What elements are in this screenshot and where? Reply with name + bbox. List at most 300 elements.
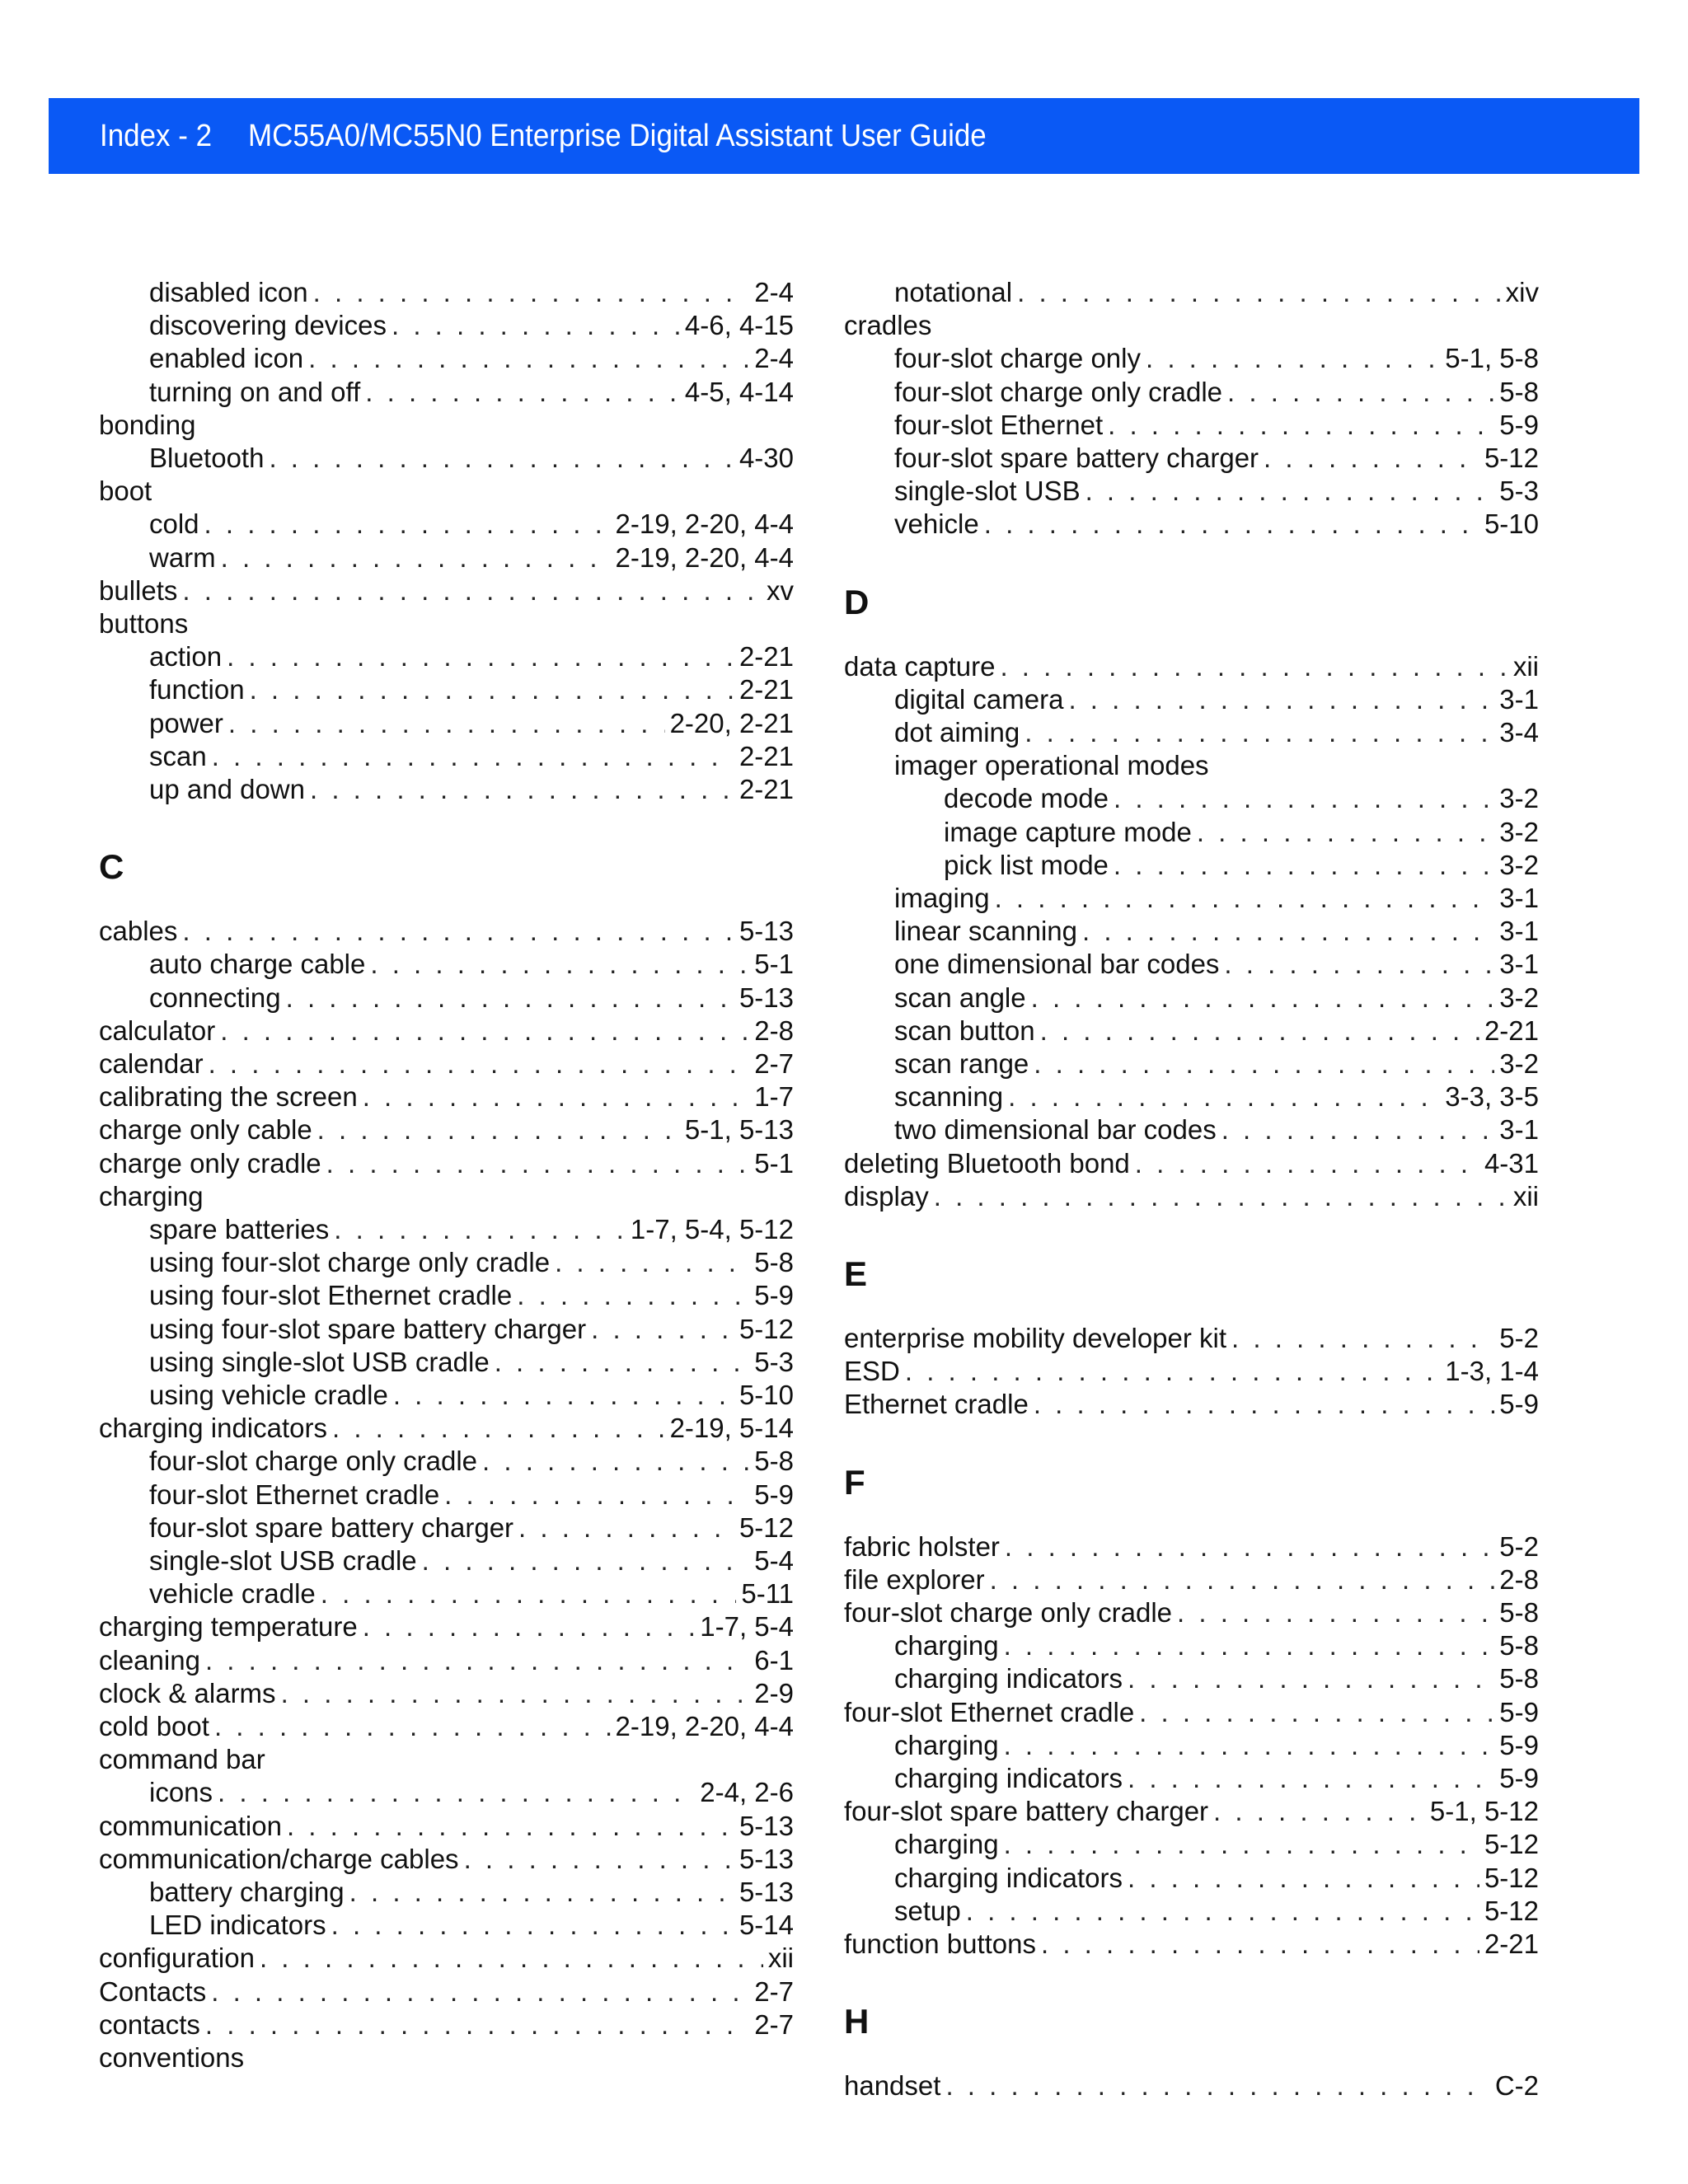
- page-reference[interactable]: 5-3: [1499, 476, 1539, 507]
- dot-leader: [205, 2008, 749, 2041]
- dot-leader: [591, 1313, 734, 1346]
- index-term: using four-slot charge only cradle: [149, 1247, 551, 1278]
- index-term: using vehicle cradle: [149, 1380, 388, 1410]
- dot-leader: [260, 1942, 763, 1975]
- page-reference[interactable]: 3-1: [1499, 683, 1539, 715]
- index-entry: [844, 442, 1539, 475]
- index-term: notational: [894, 277, 1013, 307]
- dot-leader: [227, 640, 734, 673]
- page-reference[interactable]: 5-13: [738, 1877, 794, 1907]
- dot-leader: [934, 1180, 1508, 1213]
- page-reference[interactable]: 5-9: [1499, 1696, 1539, 1727]
- index-term: four-slot charge only: [894, 343, 1141, 374]
- dot-leader: [444, 1479, 749, 1511]
- index-term: connecting: [149, 982, 281, 1013]
- index-entry: [844, 1596, 1539, 1629]
- index-term: charge only cable: [99, 1114, 312, 1146]
- page-reference[interactable]: 3-1: [1499, 916, 1539, 947]
- page-reference[interactable]: 5-1, 5-13: [684, 1114, 794, 1146]
- page-reference[interactable]: 5-14: [738, 1910, 794, 1941]
- index-term: pick list mode: [944, 849, 1109, 880]
- page-reference[interactable]: 5-9: [754, 1280, 794, 1311]
- dot-leader: [317, 1113, 680, 1146]
- page-reference[interactable]: 5-3: [754, 1346, 794, 1377]
- index-entry: [99, 1180, 794, 1213]
- dot-leader: [984, 508, 1479, 541]
- page-reference[interactable]: 4-31: [1484, 1147, 1539, 1179]
- index-entry: [844, 1180, 1539, 1213]
- page-reference[interactable]: 5-13: [738, 982, 794, 1013]
- page-reference[interactable]: 5-1, 5-8: [1445, 343, 1539, 374]
- index-term: two dimensional bar codes: [894, 1114, 1217, 1146]
- index-entry: [99, 607, 794, 640]
- dot-leader: [495, 1346, 750, 1379]
- page-reference[interactable]: 5-12: [1484, 1895, 1539, 1926]
- page-reference[interactable]: 3-3, 3-5: [1445, 1081, 1539, 1113]
- dot-leader: [1227, 376, 1494, 409]
- index-entry: [844, 683, 1539, 716]
- dot-leader: [1008, 1080, 1440, 1113]
- index-term: charging indicators: [894, 1663, 1123, 1694]
- page-reference[interactable]: 3-4: [1499, 717, 1539, 748]
- page-reference[interactable]: 1-7: [754, 1081, 794, 1113]
- dot-leader: [281, 1677, 750, 1710]
- page-reference[interactable]: 3-2: [1499, 783, 1539, 814]
- page-reference[interactable]: 5-12: [738, 1313, 794, 1344]
- index-term: disabled icon: [149, 277, 308, 307]
- index-term: spare batteries: [149, 1214, 330, 1244]
- dot-leader: [214, 1710, 611, 1743]
- page-reference[interactable]: xii: [1512, 650, 1539, 682]
- index-entry: [844, 342, 1539, 375]
- index-entry: [99, 1445, 794, 1478]
- index-term: four-slot charge only cradle: [149, 1446, 478, 1477]
- page-reference[interactable]: 5-8: [754, 1247, 794, 1278]
- page-reference[interactable]: xii: [767, 1943, 794, 1974]
- page-reference[interactable]: 5-2: [1499, 1323, 1539, 1353]
- page-reference[interactable]: 5-8: [754, 1446, 794, 1477]
- index-term: cradles: [844, 310, 932, 341]
- index-entry: [844, 982, 1539, 1015]
- index-term: scan button: [894, 1015, 1035, 1046]
- index-entry: [99, 948, 794, 981]
- index-entry: [844, 716, 1539, 749]
- index-term: four-slot spare battery charger: [149, 1511, 514, 1543]
- index-entry: [844, 475, 1539, 508]
- dot-leader: [517, 1279, 749, 1312]
- index-entry: [99, 1644, 794, 1677]
- index-term: turning on and off: [149, 376, 361, 407]
- page-reference[interactable]: 3-2: [1499, 816, 1539, 847]
- page-reference[interactable]: 5-11: [741, 1578, 794, 1610]
- index-term: battery charging: [149, 1877, 345, 1907]
- dot-leader: [392, 309, 680, 342]
- dot-leader: [1068, 683, 1494, 716]
- index-term: scan angle: [894, 982, 1026, 1013]
- document-title: MC55A0/MC55N0 Enterprise Digital Assistant User Guide: [247, 119, 987, 153]
- dot-leader: [212, 740, 734, 773]
- dot-leader: [995, 882, 1495, 915]
- index-term: communication: [99, 1810, 282, 1841]
- index-entry: [99, 1876, 794, 1909]
- page-reference[interactable]: 2-21: [738, 674, 794, 705]
- index-entry: [844, 1355, 1539, 1388]
- index-term: charge only cradle: [99, 1147, 321, 1179]
- index-term: icons: [149, 1777, 213, 1808]
- page-reference[interactable]: 5-12: [738, 1511, 794, 1543]
- index-term: imager operational modes: [894, 750, 1209, 781]
- page-reference[interactable]: 2-21: [1484, 1929, 1539, 1959]
- index-entry: [844, 849, 1539, 882]
- index-term: using single-slot USB cradle: [149, 1346, 490, 1377]
- index-term: scan range: [894, 1048, 1029, 1079]
- dot-leader: [1041, 1928, 1479, 1961]
- index-term: linear scanning: [894, 916, 1077, 947]
- page-reference[interactable]: 2-19, 2-20, 4-4: [615, 1711, 794, 1741]
- index-entry: [99, 1710, 794, 1743]
- index-term: fabric holster: [844, 1530, 1000, 1562]
- index-entry: [844, 276, 1539, 309]
- index-term: calibrating the screen: [99, 1081, 358, 1113]
- page-reference[interactable]: 5-9: [754, 1479, 794, 1510]
- page-reference[interactable]: 5-10: [1484, 509, 1539, 540]
- index-term: scanning: [894, 1081, 1004, 1113]
- page-reference[interactable]: 2-7: [754, 1048, 794, 1079]
- index-term: using four-slot Ethernet cradle: [149, 1280, 513, 1311]
- index-entry: [844, 1762, 1539, 1795]
- dot-leader: [182, 915, 734, 948]
- index-entry: [844, 1828, 1539, 1861]
- page-reference[interactable]: 2-7: [754, 2008, 794, 2040]
- index-entry: [844, 749, 1539, 782]
- section-letter-c: C: [99, 847, 124, 887]
- index-entry: [99, 541, 794, 574]
- index-term: image capture mode: [944, 816, 1192, 847]
- dot-leader: [286, 982, 734, 1015]
- page-reference[interactable]: 5-13: [738, 1843, 794, 1874]
- dot-leader: [211, 1975, 749, 2008]
- index-entry: [99, 1975, 794, 2008]
- dot-leader: [221, 541, 611, 574]
- index-entry: [99, 1015, 794, 1047]
- index-entry: [99, 1346, 794, 1379]
- index-term: single-slot USB: [894, 476, 1081, 507]
- page-reference[interactable]: 5-12: [1484, 443, 1539, 473]
- index-term: charging: [894, 1729, 999, 1760]
- dot-leader: [269, 442, 734, 475]
- index-entry: [844, 1563, 1539, 1596]
- dot-leader: [1128, 1762, 1494, 1795]
- page-reference[interactable]: 5-10: [738, 1380, 794, 1410]
- index-entry: [99, 442, 794, 475]
- index-entry: [99, 1677, 794, 1710]
- index-entry: [99, 1544, 794, 1577]
- index-entry: [844, 309, 1539, 342]
- dot-leader: [250, 673, 734, 706]
- index-entry: [844, 1862, 1539, 1895]
- page-reference[interactable]: 3-2: [1499, 982, 1539, 1013]
- index-term: handset: [844, 2070, 941, 2102]
- index-term: vehicle: [894, 509, 979, 540]
- index-entry: [99, 1113, 794, 1146]
- dot-leader: [209, 1047, 750, 1080]
- index-term: charging indicators: [894, 1763, 1123, 1793]
- page-reference[interactable]: 2-19, 2-20, 4-4: [615, 509, 794, 540]
- dot-leader: [555, 1246, 749, 1279]
- index-entry: [99, 1743, 794, 1776]
- page-reference[interactable]: 2-21: [738, 740, 794, 771]
- index-term: file explorer: [844, 1563, 985, 1595]
- page-reference[interactable]: 2-21: [738, 774, 794, 804]
- index-entry: [844, 1928, 1539, 1961]
- index-entry: [99, 508, 794, 541]
- page-reference[interactable]: 2-21: [1484, 1015, 1539, 1046]
- index-term: function buttons: [844, 1929, 1036, 1959]
- index-entry: [99, 1246, 794, 1279]
- dot-leader: [1085, 475, 1495, 508]
- dot-leader: [1146, 342, 1440, 375]
- page-reference[interactable]: 5-12: [1484, 1862, 1539, 1893]
- index-entry: [844, 1629, 1539, 1662]
- index-term: four-slot charge only cradle: [894, 376, 1223, 407]
- index-term: four-slot spare battery charger: [844, 1796, 1209, 1827]
- dot-leader: [370, 948, 749, 981]
- index-term: decode mode: [944, 783, 1109, 814]
- page-number-label: Index - 2: [100, 119, 213, 153]
- page-reference[interactable]: 5-13: [738, 916, 794, 947]
- page-reference[interactable]: xiv: [1505, 277, 1539, 307]
- dot-leader: [1025, 716, 1494, 749]
- page-reference[interactable]: 5-9: [1499, 1729, 1539, 1760]
- dot-leader: [1231, 1322, 1494, 1355]
- page-reference[interactable]: 1-7, 5-4: [700, 1611, 794, 1643]
- index-term: communication/charge cables: [99, 1843, 459, 1874]
- dot-leader: [363, 1080, 750, 1113]
- dot-leader: [332, 1412, 665, 1445]
- index-entry: [844, 915, 1539, 948]
- index-term: configuration: [99, 1943, 255, 1974]
- dot-leader: [1004, 1629, 1495, 1662]
- index-term: contacts: [99, 2008, 200, 2040]
- page-reference[interactable]: 2-4, 2-6: [700, 1777, 794, 1808]
- page-reference[interactable]: 2-4: [754, 277, 794, 307]
- dot-leader: [990, 1563, 1495, 1596]
- dot-leader: [1108, 409, 1494, 442]
- index-term: Bluetooth: [149, 443, 265, 473]
- index-term: four-slot Ethernet cradle: [844, 1696, 1135, 1727]
- page-reference[interactable]: 2-8: [754, 1015, 794, 1046]
- page-reference[interactable]: 4-5, 4-14: [684, 376, 794, 407]
- index-entry: [99, 1379, 794, 1412]
- index-term: setup: [894, 1895, 961, 1926]
- dot-leader: [308, 342, 749, 375]
- index-entry: [844, 1530, 1539, 1563]
- index-term: boot: [99, 476, 152, 507]
- page-reference[interactable]: 2-19, 2-20, 4-4: [615, 541, 794, 573]
- index-entry: [99, 1213, 794, 1246]
- index-term: cold: [149, 509, 199, 540]
- index-entry: [844, 882, 1539, 915]
- page-reference[interactable]: 5-1, 5-12: [1429, 1796, 1539, 1827]
- index-entry: [99, 1909, 794, 1942]
- index-entry: [844, 376, 1539, 409]
- dot-leader: [1213, 1795, 1425, 1828]
- page-reference[interactable]: 4-30: [738, 443, 794, 473]
- index-term: single-slot USB cradle: [149, 1545, 417, 1576]
- index-entry: [844, 1015, 1539, 1047]
- index-term: digital camera: [894, 683, 1064, 715]
- section-letter-f: F: [844, 1462, 865, 1502]
- index-term: four-slot Ethernet cradle: [149, 1479, 440, 1510]
- dot-leader: [1000, 650, 1507, 683]
- page-reference[interactable]: C-2: [1494, 2070, 1539, 2102]
- page-reference[interactable]: 5-8: [1499, 1663, 1539, 1694]
- page-reference[interactable]: 3-1: [1499, 1114, 1539, 1146]
- index-term: enterprise mobility developer kit: [844, 1323, 1227, 1353]
- index-term: cables: [99, 916, 178, 947]
- dot-leader: [313, 276, 750, 309]
- index-entry: [844, 1729, 1539, 1762]
- index-term: cold boot: [99, 1711, 209, 1741]
- page-reference[interactable]: 6-1: [754, 1644, 794, 1675]
- dot-leader: [287, 1810, 734, 1843]
- index-term: warm: [149, 541, 216, 573]
- index-term: Contacts: [99, 1975, 207, 2007]
- dot-leader: [204, 508, 611, 541]
- index-entry: [99, 1610, 794, 1643]
- index-entry: [99, 574, 794, 607]
- index-term: Ethernet cradle: [844, 1389, 1029, 1420]
- dot-leader: [218, 1776, 695, 1809]
- page-reference[interactable]: 5-2: [1499, 1530, 1539, 1562]
- index-entry: [844, 2069, 1539, 2102]
- index-term: four-slot spare battery charger: [894, 443, 1259, 473]
- index-entry: [844, 650, 1539, 683]
- dot-leader: [1034, 1047, 1494, 1080]
- page-reference[interactable]: 2-20, 2-21: [669, 707, 794, 738]
- dot-leader: [365, 376, 680, 409]
- index-term: LED indicators: [149, 1910, 326, 1941]
- page-reference[interactable]: 5-1: [754, 949, 794, 980]
- index-term: data capture: [844, 650, 996, 682]
- page-reference[interactable]: 5-13: [738, 1810, 794, 1841]
- dot-leader: [518, 1511, 734, 1544]
- page-reference[interactable]: 5-8: [1499, 1597, 1539, 1628]
- dot-leader: [945, 2069, 1489, 2102]
- index-term: cleaning: [99, 1644, 200, 1675]
- page-reference[interactable]: 2-8: [1499, 1563, 1539, 1595]
- dot-leader: [1221, 1113, 1495, 1146]
- dot-leader: [1034, 1388, 1494, 1421]
- page-reference[interactable]: 2-7: [754, 1975, 794, 2007]
- index-entry: [99, 1147, 794, 1180]
- page-reference[interactable]: 3-2: [1499, 849, 1539, 880]
- dot-leader: [205, 1644, 749, 1677]
- index-term: charging indicators: [894, 1862, 1123, 1893]
- dot-leader: [1114, 782, 1494, 815]
- dot-leader: [1135, 1147, 1479, 1180]
- index-entry: [99, 707, 794, 740]
- page-reference[interactable]: 5-4: [754, 1545, 794, 1576]
- page-reference[interactable]: 5-9: [1499, 1763, 1539, 1793]
- dot-leader: [422, 1544, 750, 1577]
- page-reference[interactable]: 5-9: [1499, 409, 1539, 440]
- index-term: vehicle cradle: [149, 1578, 316, 1610]
- index-entry: [844, 948, 1539, 981]
- dot-leader: [1128, 1662, 1494, 1695]
- page-reference[interactable]: 4-6, 4-15: [684, 310, 794, 341]
- index-entry: [844, 1047, 1539, 1080]
- dot-leader: [1114, 849, 1494, 882]
- index-entry: [844, 1113, 1539, 1146]
- page-reference[interactable]: xii: [1512, 1180, 1539, 1212]
- index-term: charging: [99, 1180, 204, 1212]
- index-entry: [99, 982, 794, 1015]
- dot-leader: [182, 574, 762, 607]
- index-entry: [99, 342, 794, 375]
- dot-leader: [464, 1843, 734, 1876]
- page-reference[interactable]: 5-8: [1499, 1630, 1539, 1661]
- dot-leader: [905, 1355, 1440, 1388]
- page-reference[interactable]: 3-1: [1499, 949, 1539, 980]
- index-term: buttons: [99, 608, 189, 639]
- index-entry: [99, 740, 794, 773]
- page-reference[interactable]: xv: [767, 574, 794, 606]
- dot-leader: [331, 1909, 734, 1942]
- index-entry: [844, 508, 1539, 541]
- dot-leader: [1139, 1696, 1494, 1729]
- index-entry: [99, 1810, 794, 1843]
- dot-leader: [321, 1577, 737, 1610]
- page-reference[interactable]: 2-9: [754, 1677, 794, 1708]
- index-term: deleting Bluetooth bond: [844, 1147, 1130, 1179]
- index-term: charging: [894, 1829, 999, 1860]
- index-entry: [99, 1080, 794, 1113]
- index-entry: [99, 773, 794, 806]
- index-term: four-slot charge only cradle: [844, 1597, 1173, 1628]
- page-header-band: [49, 98, 1639, 174]
- index-entry: [99, 1479, 794, 1511]
- page-reference[interactable]: 2-4: [754, 343, 794, 374]
- index-term: using four-slot spare battery charger: [149, 1313, 587, 1344]
- section-letter-d: D: [844, 582, 870, 621]
- dot-leader: [966, 1895, 1479, 1928]
- page-reference[interactable]: 2-21: [738, 641, 794, 673]
- page-reference[interactable]: 1-7, 5-4, 5-12: [630, 1214, 794, 1244]
- page-reference[interactable]: 2-19, 5-14: [669, 1413, 794, 1444]
- page-reference[interactable]: 5-9: [1499, 1389, 1539, 1420]
- dot-leader: [482, 1445, 749, 1478]
- index-entry: [844, 1388, 1539, 1421]
- page-reference[interactable]: 3-1: [1499, 883, 1539, 913]
- index-term: bullets: [99, 574, 178, 606]
- page-reference[interactable]: 5-1: [754, 1147, 794, 1179]
- page-reference[interactable]: 5-12: [1484, 1829, 1539, 1860]
- page-reference[interactable]: 1-3, 1-4: [1445, 1356, 1539, 1387]
- dot-leader: [326, 1147, 750, 1180]
- dot-leader: [1004, 1828, 1479, 1861]
- page-reference[interactable]: 5-8: [1499, 376, 1539, 407]
- index-entry: [99, 1279, 794, 1312]
- index-entry: [844, 1895, 1539, 1928]
- index-term: bonding: [99, 409, 196, 440]
- index-term: power: [149, 707, 223, 738]
- page-reference[interactable]: 3-2: [1499, 1048, 1539, 1079]
- dot-leader: [1197, 816, 1494, 849]
- index-entry: [844, 1795, 1539, 1828]
- index-entry: [99, 1047, 794, 1080]
- index-entry: [844, 1662, 1539, 1695]
